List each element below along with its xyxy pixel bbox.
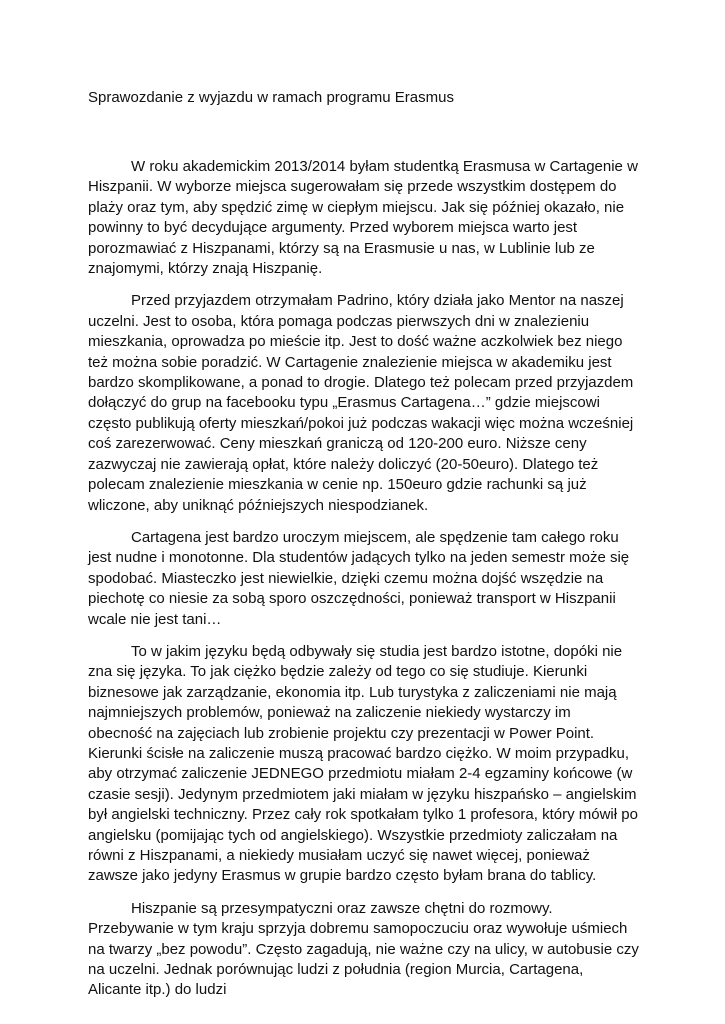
paragraph-intro: W roku akademickim 2013/2014 byłam studentką Erasmusa w Cartagenie w Hiszpanii. W wyborze miejsca sugerowałam się przede wszystkim dostępem do plaży oraz tym, aby spędzić zimę w ciepłym miejscu. Jak się później okazało, nie powinny to być decydujące argumenty. Przed wyborem miejsca warto jest porozmawiać z Hiszpanami, którzy są na Erasmusie u nas, w Lublinie lub ze znajomymi, którzy znają Hiszpanię. [88,158,638,278]
paragraph-spanish-people: Hiszpanie są przesympatyczni oraz zawsze chętni do rozmowy. Przebywanie w tym kraju sprzyja dobremu samopoczuciu oraz wywołuje uśmiech na twarzy „bez powodu”. Często zagadują, nie ważne czy na ulicy, w autobusie czy na uczelni. Jednak porównując ludzi z południa (region Murcia, Cartagena, Alicante itp.) do ludzi [88,899,639,999]
paragraph-cartagena-city: Cartagena jest bardzo uroczym miejscem, ale spędzenie tam całego roku jest nudne i monotonne. Dla studentów jadących tylko na jeden semestr może się spodobać. Miasteczko jest niewielkie, dzięki czemu można dojść wszędzie na piechotę co niesie za sobą sporo oszczędności, ponieważ transport w Hiszpanii wcale nie jest tani… [88,528,630,628]
paragraph-studies-language: To w jakim języku będą odbywały się studia jest bardzo istotne, dopóki nie zna się języka. To jak ciężko będzie zależy od tego co się studiuje. Kierunki biznesowe jak zarządzanie, ekonomia itp. Lub turystyka z zaliczeniami nie mają najmniejszych problemów, ponieważ na zaliczenie niekiedy wystarczy im obecność na zajęciach lub zrobienie projektu czy prezentacji w Power Point. Kierunki ścisłe na zaliczenie muszą pracować bardzo ciężko. W moim przypadku, aby otrzymać zaliczenie JEDNEGO przedmiotu miałam 2-4 egzaminy końcowe (w czasie sesji). Jedynym przedmiotem jaki miałam w języku hiszpańsko – angielskim był angielski techniczny. Przez cały rok spotkałam tylko 1 profesora, który mówił po angielsku (pomijając tych od angielskiego). Wszystkie przedmioty zaliczałam na równi z Hiszpanami, a niekiedy musiałam uczyć się nawet więcej, ponieważ zawsze jako jedyny Erasmus w grupie bardzo często byłam brana do tablicy. [88,642,638,885]
document-title: Sprawozdanie z wyjazdu w ramach programu Erasmus [88,89,454,106]
paragraph-padrino-housing: Przed przyjazdem otrzymałam Padrino, który działa jako Mentor na naszej uczelni. Jest to osoba, która pomaga podczas pierwszych dni w znalezieniu mieszkania, oprowadza po mieście itp. Jest to dość ważne aczkolwiek bez niego też można sobie poradzić. W Cartagenie znalezienie miejsca w akademiku jest bardzo skomplikowane, a ponad to drogie. Dlatego też polecam przed przyjazdem dołączyć do grup na facebooku typu „Erasmus Cartagena…” gdzie miejscowi często publikują oferty mieszkań/pokoi już podczas wakacji więc można wcześniej coś zarezerwować. Ceny mieszkań graniczą od 120-200 euro. Niższe ceny zazwyczaj nie zawierają opłat, które należy doliczyć (20-50euro). Dlatego też polecam znalezienie mieszkania w cenie np. 150euro gdzie rachunki są już wliczone, aby uniknąć późniejszych niespodzianek. [88,292,634,514]
